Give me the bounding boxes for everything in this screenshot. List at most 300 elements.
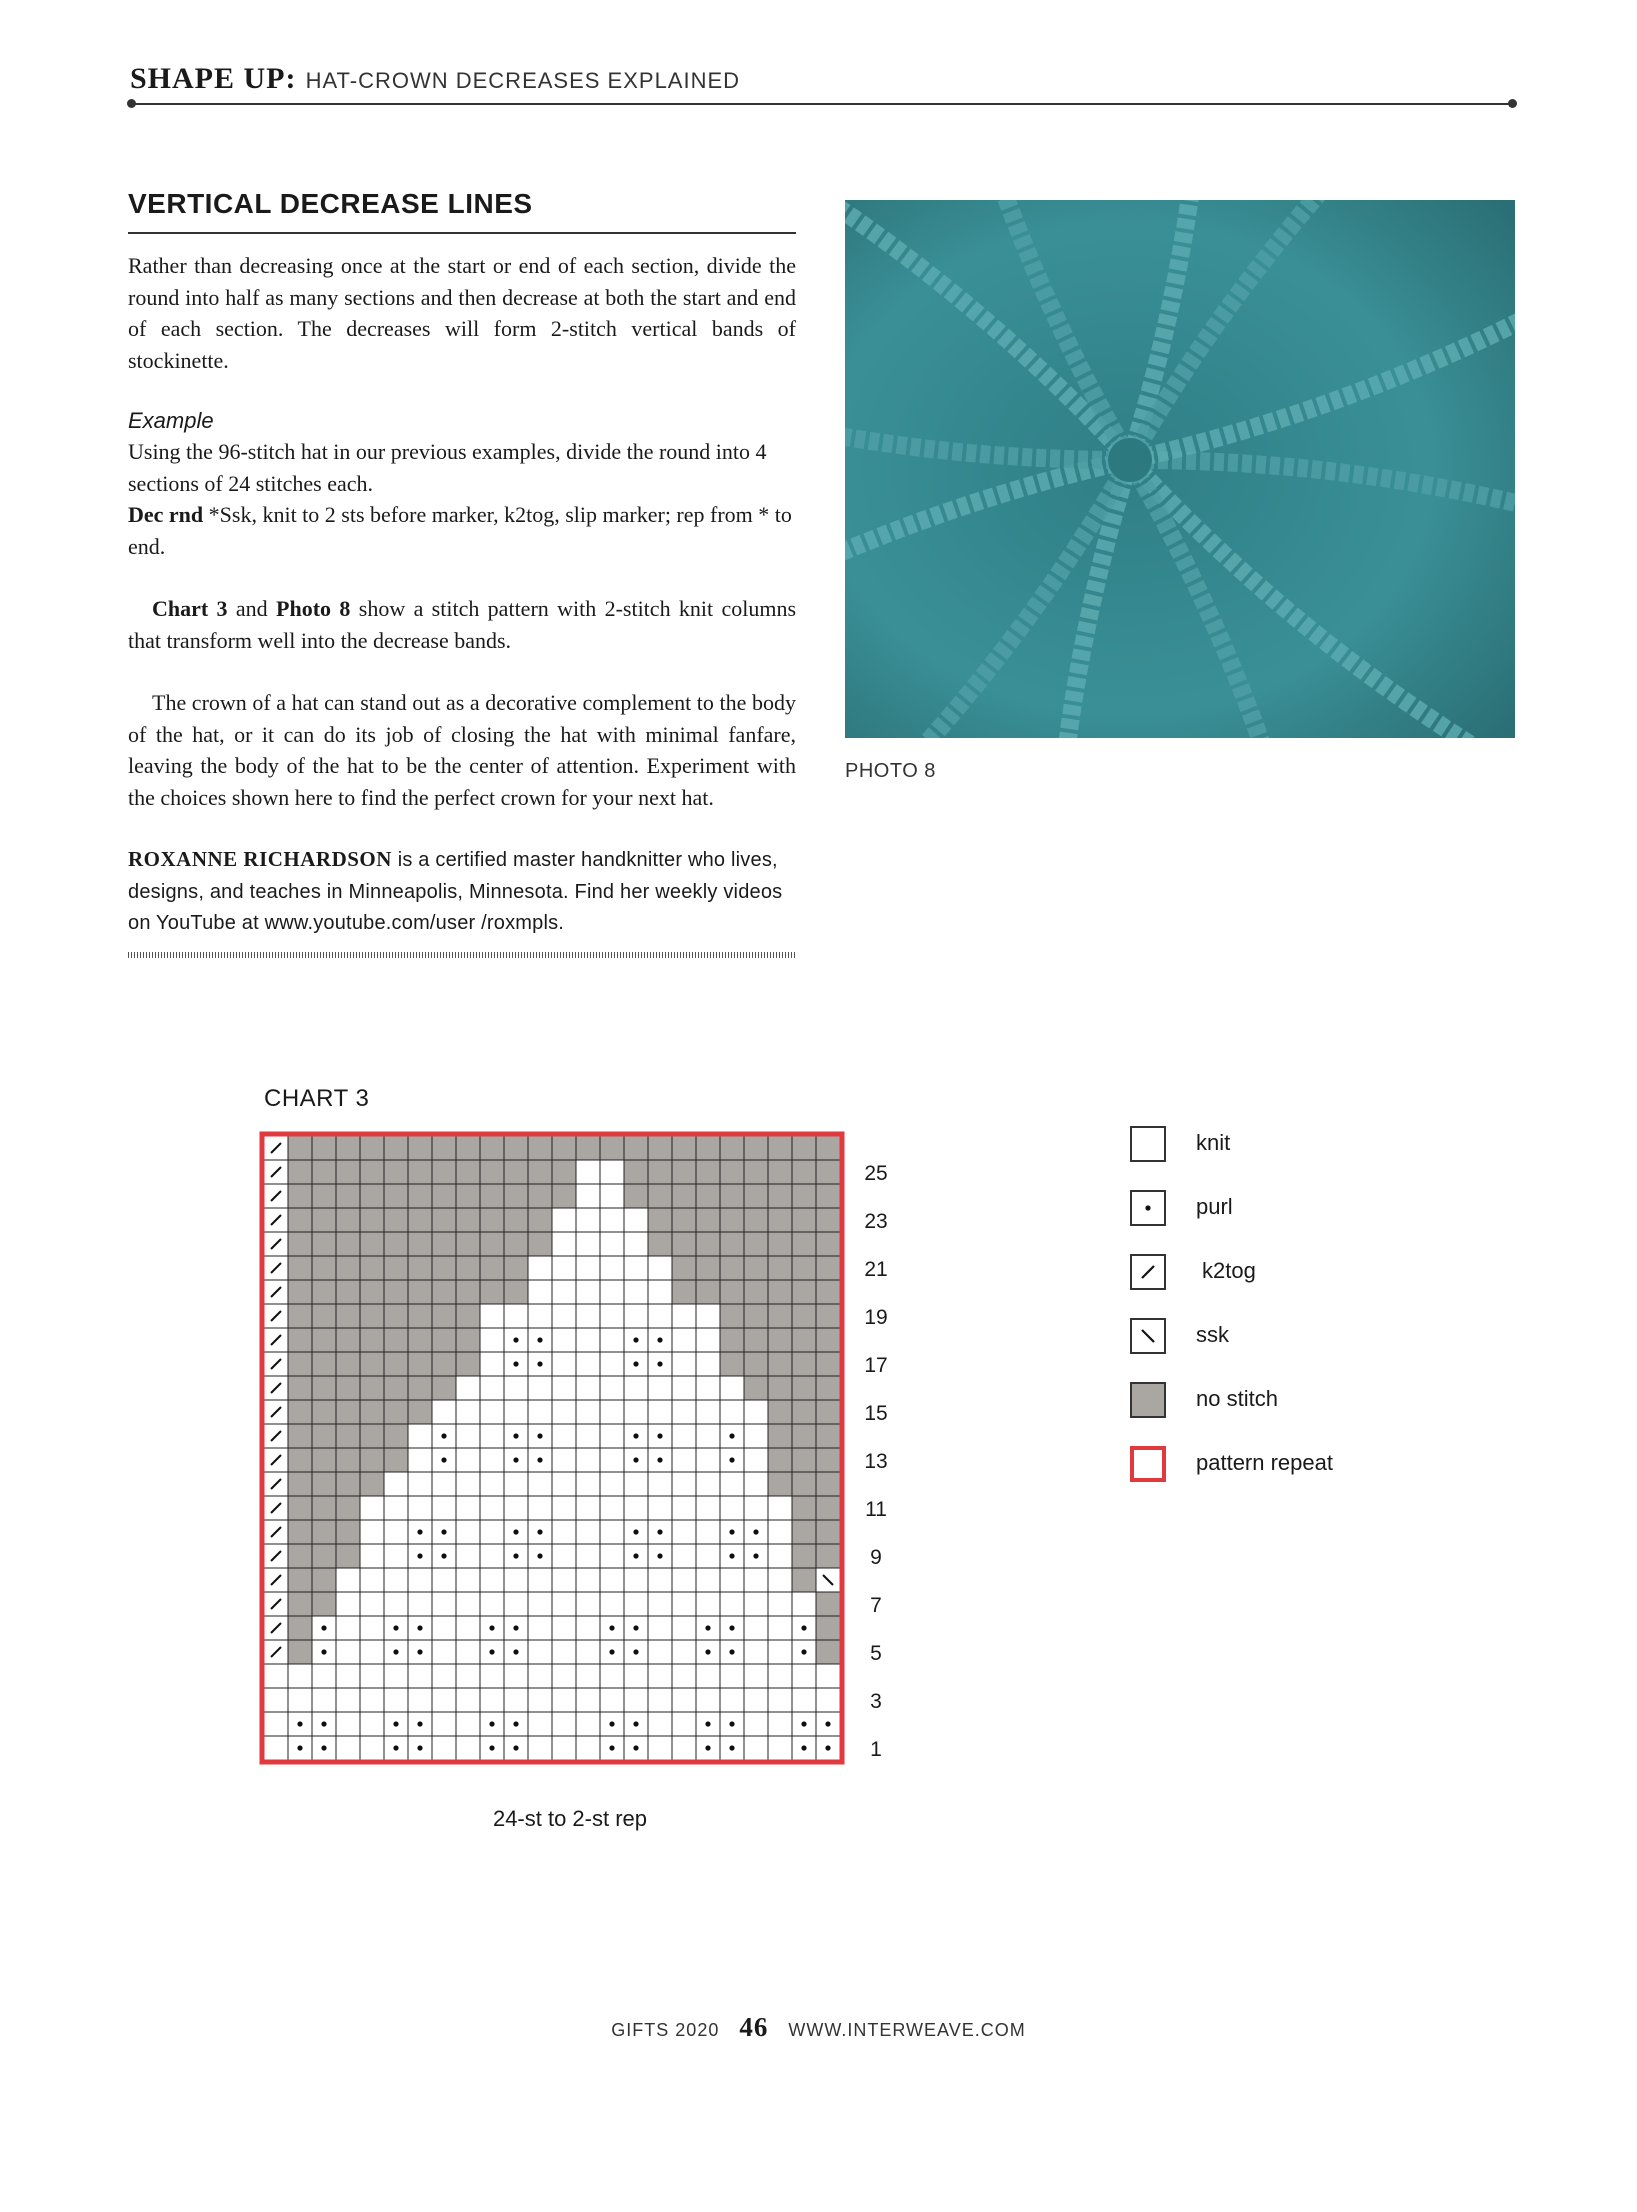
chart-purl-dot [801,1721,806,1726]
chart-cell [768,1736,792,1760]
chart-purl-dot [513,1721,518,1726]
chart-purl-dot [321,1649,326,1654]
chart-cell-no-stitch [792,1448,816,1472]
chart-cell [696,1592,720,1616]
chart-cell [456,1736,480,1760]
chart-cell-no-stitch [816,1472,840,1496]
chart-cell-no-stitch [816,1184,840,1208]
chart-cell [432,1712,456,1736]
example-paragraph [128,436,796,562]
chart-cell-no-stitch [432,1256,456,1280]
footer-issue: GIFTS 2020 [611,2020,720,2040]
chart-cell [360,1568,384,1592]
chart-cell [552,1376,576,1400]
chart-cell [576,1640,600,1664]
chart-cell-no-stitch [360,1472,384,1496]
chart-cell-no-stitch [672,1160,696,1184]
chart-cell [504,1568,528,1592]
chart-purl-dot [513,1625,518,1630]
key-item-k2tog [1130,1254,1430,1318]
chart-cell-no-stitch [672,1184,696,1208]
key-item-purl [1130,1190,1430,1254]
chart-purl-dot [537,1361,542,1366]
chart-cell [528,1472,552,1496]
chart-cell-no-stitch [696,1160,720,1184]
chart-cell [576,1376,600,1400]
chart-cell-no-stitch [816,1256,840,1280]
chart-cell [408,1592,432,1616]
chart-cell-no-stitch [360,1136,384,1160]
chart-cell-no-stitch [288,1352,312,1376]
chart-cell-no-stitch [768,1328,792,1352]
chart-cell [528,1616,552,1640]
chart-cell [744,1400,768,1424]
chart-cell-no-stitch [480,1256,504,1280]
chart-cell-no-stitch [312,1136,336,1160]
chart-cell-no-stitch [384,1328,408,1352]
article-column [128,188,796,958]
chart-cell [624,1568,648,1592]
chart-cell-no-stitch [360,1448,384,1472]
chart-cell [696,1448,720,1472]
header-title: HAT-CROWN DECREASES EXPLAINED [305,68,741,93]
chart-cell-no-stitch [384,1424,408,1448]
dec-round-text: *Ssk, knit to 2 sts before marker, k2tog, slip marker; rep from * to end. [128,502,792,559]
chart-cell [648,1472,672,1496]
chart-cell [456,1376,480,1400]
chart-cell-no-stitch [552,1160,576,1184]
chart-cell [744,1424,768,1448]
chart-cell-no-stitch [408,1328,432,1352]
chart-cell [336,1664,360,1688]
chart-cell [624,1232,648,1256]
chart-cell [408,1496,432,1520]
chart-cell-no-stitch [744,1352,768,1376]
chart-cell-no-stitch [744,1208,768,1232]
chart-purl-dot [729,1625,734,1630]
chart-cell-no-stitch [504,1232,528,1256]
header-rule-dot-left [127,99,136,108]
chart-cell [624,1472,648,1496]
chart-cell [744,1472,768,1496]
chart-cell-no-stitch [720,1208,744,1232]
chart-purl-dot [513,1457,518,1462]
chart-cell [696,1520,720,1544]
chart-cell [744,1496,768,1520]
chart-purl-dot [537,1457,542,1462]
chart-cell [480,1472,504,1496]
chart-cell-no-stitch [480,1160,504,1184]
chart-cell-no-stitch [432,1280,456,1304]
chart-cell-no-stitch [768,1136,792,1160]
chart-cell [360,1712,384,1736]
chart-row-number: 13 [864,1450,888,1473]
chart-purl-dot [633,1649,638,1654]
chart-cell-no-stitch [816,1400,840,1424]
chart-cell-no-stitch [648,1184,672,1208]
header-department: SHAPE UP: [130,62,297,95]
chart-cell-no-stitch [792,1520,816,1544]
chart-cell-no-stitch [816,1136,840,1160]
chart-cell [384,1496,408,1520]
purl-symbol [1130,1190,1166,1226]
chart-cell [552,1712,576,1736]
chart-cell [600,1544,624,1568]
chart-cell-no-stitch [312,1280,336,1304]
chart-cell-no-stitch [648,1232,672,1256]
key-item-no-stitch [1130,1382,1430,1446]
chart-cell-no-stitch [768,1400,792,1424]
chart-cell [360,1544,384,1568]
chart-purl-dot [801,1649,806,1654]
chart-cell-no-stitch [456,1232,480,1256]
chart-reference: Chart 3 [152,596,228,621]
bio-divider [128,952,796,958]
chart-row-number: 7 [870,1594,882,1617]
chart-cell [480,1424,504,1448]
chart-cell-no-stitch [456,1304,480,1328]
chart-cell-no-stitch [288,1376,312,1400]
chart-cell-no-stitch [744,1304,768,1328]
chart-cell [624,1400,648,1424]
chart-cell [504,1376,528,1400]
chart-cell [696,1400,720,1424]
ssk-symbol [1130,1318,1166,1354]
chart-cell-no-stitch [768,1472,792,1496]
chart-cell [552,1520,576,1544]
chart-purl-dot [513,1337,518,1342]
chart-cell [384,1664,408,1688]
chart-cell [672,1424,696,1448]
chart-cell [696,1496,720,1520]
chart-cell [576,1424,600,1448]
chart-cell-no-stitch [720,1280,744,1304]
k2tog-symbol [1130,1254,1166,1290]
chart-cell-no-stitch [792,1376,816,1400]
chart-cell [336,1592,360,1616]
chart-cell [552,1616,576,1640]
chart-cell [720,1400,744,1424]
photo-8-hat-crown [845,200,1515,738]
chart-cell [624,1592,648,1616]
chart-cell-no-stitch [696,1280,720,1304]
chart-purl-dot [633,1433,638,1438]
chart-cell [528,1592,552,1616]
chart-cell [480,1304,504,1328]
example-text: Using the 96-stitch hat in our previous examples, divide the round into 4 sections of 24 stitches each. [128,439,767,496]
chart-cell [672,1736,696,1760]
chart-cell-no-stitch [384,1400,408,1424]
chart-purl-dot [489,1649,494,1654]
chart-cell-no-stitch [744,1136,768,1160]
chart-cell-no-stitch [432,1136,456,1160]
chart-cell [600,1304,624,1328]
chart-reference-paragraph [128,593,796,656]
chart-cell-no-stitch [312,1352,336,1376]
chart-purl-dot [753,1529,758,1534]
chart-cell-no-stitch [816,1328,840,1352]
chart-cell [744,1640,768,1664]
chart-cell [672,1712,696,1736]
chart-cell [456,1400,480,1424]
chart-cell-no-stitch [768,1160,792,1184]
chart-cell-no-stitch [312,1472,336,1496]
chart-cell-no-stitch [456,1352,480,1376]
chart-cell-no-stitch [408,1232,432,1256]
chart-cell-no-stitch [360,1400,384,1424]
chart-cell [648,1376,672,1400]
chart-cell [696,1472,720,1496]
chart-cell-no-stitch [384,1304,408,1328]
chart-cell-no-stitch [744,1160,768,1184]
chart-cell-no-stitch [792,1184,816,1208]
chart-cell [552,1640,576,1664]
chart-cell [360,1640,384,1664]
chart-cell-no-stitch [696,1136,720,1160]
chart-cell [672,1544,696,1568]
chart-cell-no-stitch [528,1160,552,1184]
chart-cell [648,1712,672,1736]
chart-cell [744,1448,768,1472]
chart-purl-dot [393,1649,398,1654]
chart-cell-no-stitch [528,1208,552,1232]
chart-cell [624,1688,648,1712]
chart-cell-no-stitch [816,1376,840,1400]
chart-cell [720,1376,744,1400]
chart-purl-dot [609,1625,614,1630]
chart-cell-no-stitch [816,1232,840,1256]
chart-cell-no-stitch [408,1160,432,1184]
chart-cell [696,1304,720,1328]
chart-cell [744,1616,768,1640]
chart-cell [768,1544,792,1568]
chart-cell [744,1592,768,1616]
chart-cell [624,1208,648,1232]
chart-cell [336,1568,360,1592]
chart-cell [528,1400,552,1424]
chart-cell [552,1688,576,1712]
chart-purl-dot [633,1361,638,1366]
chart-purl-dot [441,1529,446,1534]
chart-cell-no-stitch [288,1208,312,1232]
chart-cell-no-stitch [792,1280,816,1304]
chart-cell-no-stitch [792,1232,816,1256]
chart-cell-no-stitch [336,1160,360,1184]
chart-cell-no-stitch [720,1232,744,1256]
chart-cell [600,1400,624,1424]
chart-cell [264,1688,288,1712]
dec-round-label: Dec rnd [128,502,204,527]
chart-cell-no-stitch [528,1136,552,1160]
chart-cell [744,1688,768,1712]
chart-cell-no-stitch [816,1544,840,1568]
chart-cell [672,1400,696,1424]
chart-purl-dot [537,1337,542,1342]
chart-cell [624,1376,648,1400]
chart-cell [528,1736,552,1760]
chart-cell [624,1496,648,1520]
chart-purl-dot [417,1553,422,1558]
chart-cell [480,1448,504,1472]
chart-cell-no-stitch [288,1328,312,1352]
chart-cell [552,1400,576,1424]
chart-purl-dot [825,1721,830,1726]
chart-cell [672,1592,696,1616]
chart-cell [576,1256,600,1280]
chart-cell [504,1472,528,1496]
chart-cell-no-stitch [480,1184,504,1208]
chart-cell [552,1256,576,1280]
chart-cell-no-stitch [720,1328,744,1352]
chart-cell-no-stitch [816,1640,840,1664]
chart-purl-dot [633,1553,638,1558]
chart-cell-no-stitch [408,1208,432,1232]
chart-cell [552,1496,576,1520]
chart-cell [576,1616,600,1640]
chart-cell [720,1496,744,1520]
chart-cell-no-stitch [336,1424,360,1448]
chart-cell [672,1664,696,1688]
chart-purl-dot [393,1721,398,1726]
chart-purl-dot [705,1721,710,1726]
chart-cell-no-stitch [792,1136,816,1160]
running-header [130,62,1512,96]
chart-cell [600,1472,624,1496]
chart-purl-dot [825,1745,830,1750]
photo-reference: Photo 8 [276,596,351,621]
chart-cell [576,1544,600,1568]
chart-cell-no-stitch [792,1160,816,1184]
chart-cell [672,1376,696,1400]
chart-cell [744,1712,768,1736]
chart-cell-no-stitch [384,1184,408,1208]
chart-purl-dot [321,1625,326,1630]
chart-cell [600,1664,624,1688]
chart-purl-dot [729,1745,734,1750]
chart-title: CHART 3 [264,1085,370,1112]
chart-cell-no-stitch [360,1352,384,1376]
chart-cell-no-stitch [624,1136,648,1160]
chart-cell [816,1664,840,1688]
chart-cell [384,1520,408,1544]
chart-cell-no-stitch [768,1352,792,1376]
chart-cell-no-stitch [768,1232,792,1256]
chart-cell [552,1328,576,1352]
chart-purl-dot [513,1745,518,1750]
chart-cell-no-stitch [336,1472,360,1496]
chart-cell-no-stitch [312,1424,336,1448]
crown-paragraph: The crown of a hat can stand out as a decorative complement to the body of the hat, or it can do its job of closing the hat with minimal fanfare, leaving the body of the hat to be the center of attention. Experiment with the choices shown here to find the perfect crown for your next hat. [128,690,796,810]
chart-cell [576,1328,600,1352]
chart-cell-no-stitch [288,1256,312,1280]
chart-cell-no-stitch [288,1592,312,1616]
chart-cell-no-stitch [408,1376,432,1400]
key-label: ssk [1196,1322,1229,1347]
chart-cell-no-stitch [408,1304,432,1328]
chart-cell [576,1496,600,1520]
chart-cell-no-stitch [528,1184,552,1208]
chart-purl-dot [729,1553,734,1558]
chart-purl-dot [513,1361,518,1366]
chart-cell [768,1496,792,1520]
chart-cell-no-stitch [432,1304,456,1328]
chart-cell-no-stitch [288,1400,312,1424]
chart-cell-no-stitch [624,1160,648,1184]
chart-cell [696,1328,720,1352]
chart-cell-no-stitch [384,1160,408,1184]
chart-cell-no-stitch [768,1280,792,1304]
chart-cell-no-stitch [360,1304,384,1328]
chart-purl-dot [417,1625,422,1630]
chart-cell [624,1280,648,1304]
chart-cell [552,1208,576,1232]
chart-cell-no-stitch [792,1496,816,1520]
chart-cell-no-stitch [672,1256,696,1280]
chart-cell [648,1568,672,1592]
chart-purl-dot [417,1649,422,1654]
chart-cell-no-stitch [408,1256,432,1280]
chart-cell [576,1304,600,1328]
intro-paragraph: Rather than decreasing once at the start or end of each section, divide the round into half as many sections and then decrease at both the start and end of each section. The decreases will form 2-stitch vertical bands of stockinette. [128,253,796,373]
chart-cell-no-stitch [336,1184,360,1208]
chart-cell-no-stitch [360,1328,384,1352]
chart-cell [552,1352,576,1376]
chart-cell-no-stitch [768,1376,792,1400]
chart-cell [384,1544,408,1568]
chart-purl-dot [297,1721,302,1726]
chart-cell [600,1232,624,1256]
chart-purl-dot [633,1625,638,1630]
chart-cell-no-stitch [288,1496,312,1520]
chart-cell-no-stitch [624,1184,648,1208]
chart-cell [480,1376,504,1400]
chart-cell-no-stitch [504,1136,528,1160]
chart-cell [576,1160,600,1184]
chart-cell [600,1256,624,1280]
chart-purl-dot [441,1553,446,1558]
chart-purl-dot [633,1529,638,1534]
chart-cell [528,1568,552,1592]
chart-cell [696,1424,720,1448]
chart-purl-dot [729,1721,734,1726]
chart-cell [648,1640,672,1664]
chart-cell-no-stitch [720,1256,744,1280]
chart-cell [336,1736,360,1760]
chart-row-number: 3 [870,1690,882,1713]
chart-cell [360,1664,384,1688]
chart-cell [504,1304,528,1328]
chart-cell [648,1304,672,1328]
example-label: Example [128,408,214,433]
chart-cell [648,1664,672,1688]
chart-cell-no-stitch [768,1256,792,1280]
chart-cell [384,1568,408,1592]
chart-cell [744,1568,768,1592]
chart-cell-no-stitch [816,1304,840,1328]
chart-purl-dot [297,1745,302,1750]
chart-cell-no-stitch [504,1256,528,1280]
chart-cell [600,1568,624,1592]
chart-cell-no-stitch [816,1280,840,1304]
chart-cell-no-stitch [384,1232,408,1256]
chart-row-number: 9 [870,1546,882,1569]
key-label: k2tog [1202,1258,1256,1283]
chart-cell [720,1568,744,1592]
chart-cell-no-stitch [432,1376,456,1400]
chart-cell-no-stitch [744,1328,768,1352]
chart-cell [672,1328,696,1352]
chart-cell [264,1664,288,1688]
